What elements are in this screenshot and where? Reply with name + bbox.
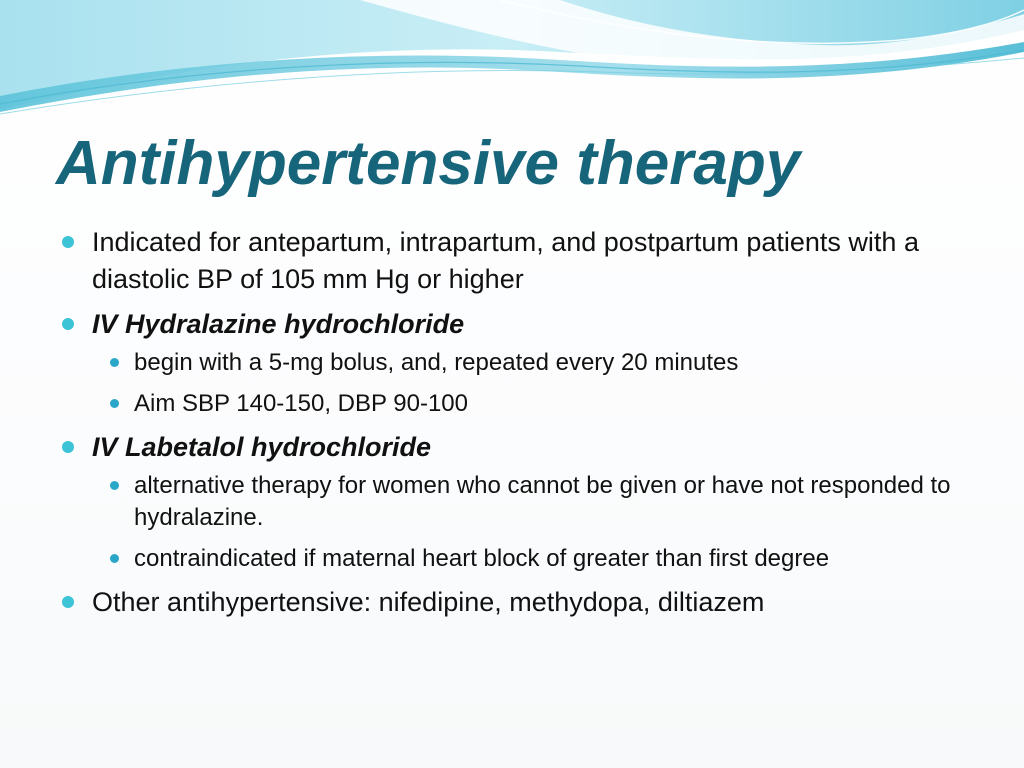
sub-bullet-text: begin with a 5-mg bolus, and, repeated every 20 minutes (134, 349, 739, 376)
bullet-dot-icon (62, 596, 74, 608)
sub-bullet-item (102, 470, 980, 534)
sub-bullet-item (102, 388, 980, 420)
bullet-text: IV Hydralazine hydrochloride (92, 309, 465, 339)
sub-bullet-text: Aim SBP 140-150, DBP 90-100 (134, 390, 468, 417)
sub-bullet-list (92, 470, 980, 575)
bullet-item (60, 429, 980, 575)
sub-bullet-dot-icon (110, 554, 119, 563)
sub-bullet-dot-icon (110, 481, 119, 490)
bullet-list (60, 224, 980, 629)
bullet-text: Indicated for antepartum, intrapartum, and postpartum patients with a diastolic BP of 105 mm Hg or higher (92, 227, 919, 294)
header-wave-decoration (0, 0, 1024, 130)
bullet-text: Other antihypertensive: nifedipine, methydopa, diltiazem (92, 587, 765, 617)
sub-bullet-item (102, 543, 980, 575)
sub-bullet-list (92, 347, 980, 420)
slide-title: Antihypertensive therapy (56, 129, 801, 198)
bullet-dot-icon (62, 318, 74, 330)
bullet-dot-icon (62, 441, 74, 453)
sub-bullet-dot-icon (110, 358, 119, 367)
sub-bullet-dot-icon (110, 399, 119, 408)
bullet-item (60, 306, 980, 420)
bullet-dot-icon (62, 236, 74, 248)
sub-bullet-text: alternative therapy for women who cannot be given or have not responded to hydralazine. (134, 472, 951, 531)
bullet-item (60, 224, 980, 298)
sub-bullet-item (102, 347, 980, 379)
sub-bullet-text: contraindicated if maternal heart block of greater than first degree (134, 545, 830, 572)
bullet-item (60, 584, 980, 621)
bullet-text: IV Labetalol hydrochloride (92, 432, 432, 462)
